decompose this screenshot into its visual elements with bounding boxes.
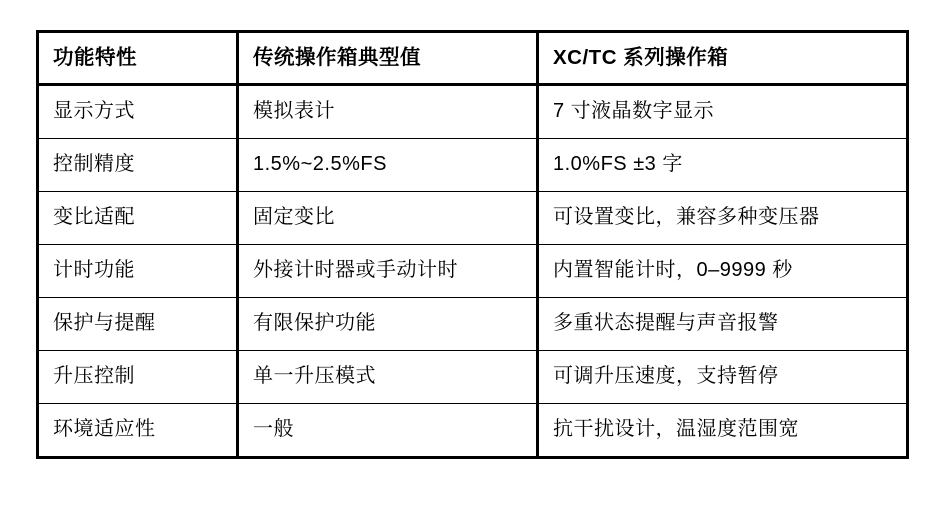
cell-xctc: 抗干扰设计，温湿度范围宽 xyxy=(538,403,908,457)
cell-xctc: 1.0%FS ±3 字 xyxy=(538,138,908,191)
table-row xyxy=(38,138,908,191)
cell-xctc: 7 寸液晶数字显示 xyxy=(538,84,908,138)
cell-feature: 环境适应性 xyxy=(38,403,238,457)
feature-comparison-table xyxy=(36,30,909,459)
cell-traditional: 单一升压模式 xyxy=(238,350,538,403)
table-row xyxy=(38,297,908,350)
cell-feature: 升压控制 xyxy=(38,350,238,403)
cell-traditional: 模拟表计 xyxy=(238,84,538,138)
table-row xyxy=(38,84,908,138)
table-row xyxy=(38,350,908,403)
column-header-xctc: XC/TC 系列操作箱 xyxy=(538,32,908,85)
table-body xyxy=(38,84,908,457)
cell-xctc: 可设置变比，兼容多种变压器 xyxy=(538,191,908,244)
table-row xyxy=(38,244,908,297)
cell-feature: 变比适配 xyxy=(38,191,238,244)
cell-traditional: 固定变比 xyxy=(238,191,538,244)
cell-feature: 控制精度 xyxy=(38,138,238,191)
table-row xyxy=(38,403,908,457)
cell-traditional: 有限保护功能 xyxy=(238,297,538,350)
cell-traditional: 外接计时器或手动计时 xyxy=(238,244,538,297)
column-header-traditional: 传统操作箱典型值 xyxy=(238,32,538,85)
cell-xctc: 可调升压速度，支持暂停 xyxy=(538,350,908,403)
table-row xyxy=(38,191,908,244)
cell-feature: 显示方式 xyxy=(38,84,238,138)
table-header-row xyxy=(38,32,908,85)
cell-feature: 计时功能 xyxy=(38,244,238,297)
cell-traditional: 1.5%~2.5%FS xyxy=(238,138,538,191)
cell-xctc: 多重状态提醒与声音报警 xyxy=(538,297,908,350)
table-header xyxy=(38,32,908,85)
column-header-feature: 功能特性 xyxy=(38,32,238,85)
cell-traditional: 一般 xyxy=(238,403,538,457)
cell-xctc: 内置智能计时，0–9999 秒 xyxy=(538,244,908,297)
cell-feature: 保护与提醒 xyxy=(38,297,238,350)
